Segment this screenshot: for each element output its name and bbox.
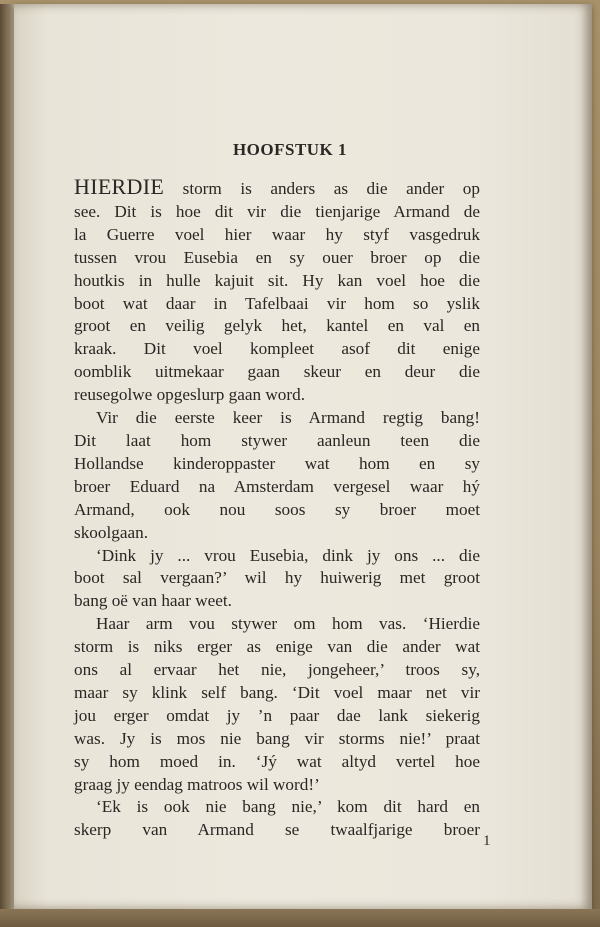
text-line: Haar arm vou stywer om hom vas. ‘Hierdie <box>96 614 480 634</box>
text-line: ons al ervaar het nie, jongeheer,’ troos sy, <box>74 660 480 680</box>
text-line: boot wat daar in Tafelbaai vir hom so yslik <box>74 293 480 313</box>
chapter-heading: HOOFSTUK 1 <box>232 140 348 159</box>
paragraph-2 <box>74 407 480 544</box>
paragraph-4 <box>74 613 480 796</box>
text-line <box>74 176 480 201</box>
paragraph-1 <box>74 176 480 407</box>
text-line: skerp van Armand se twaalfjarige broer <box>74 820 480 840</box>
text-line: was. Jy is mos nie bang vir storms nie!’ praat <box>74 728 480 748</box>
text-line: see. Dit is hoe dit vir die tienjarige Armand de <box>74 201 480 221</box>
text-line: Hollandse kinderoppaster wat hom en sy <box>74 453 480 473</box>
paragraph-5 <box>74 796 480 842</box>
text-line: Armand, ook nou soos sy broer moet <box>74 499 480 519</box>
text-line: reusegolwe opgeslurp gaan word. <box>74 385 306 405</box>
text-line: la Guerre voel hier waar hy styf vasgedruk <box>74 224 480 244</box>
text-line-rest: storm is anders as die ander op <box>164 179 480 198</box>
text-line: houtkis in hulle kajuit sit. Hy kan voel hoe die <box>74 270 480 290</box>
text-line: storm is niks erger as enige van die ander wat <box>74 637 480 657</box>
text-line: kraak. Dit voel kompleet asof dit enige <box>74 339 480 359</box>
page-text <box>74 140 480 842</box>
text-line: skoolgaan. <box>74 522 148 542</box>
background-surface <box>0 909 600 927</box>
page-number: 1 <box>483 833 491 849</box>
text-line: Dit laat hom stywer aanleun teen die <box>74 430 480 450</box>
text-line: graag jy eendag matroos wil word!’ <box>74 774 320 794</box>
text-line: boot sal vergaan?’ wil hy huiwerig met groot <box>74 568 480 588</box>
text-line: oomblik uitmekaar gaan skeur en deur die <box>74 362 480 382</box>
paragraph-3 <box>74 545 480 614</box>
text-line: sy hom moed in. ‘Jý wat altyd vertel hoe <box>74 751 480 771</box>
text-line: ‘Ek is ook nie bang nie,’ kom dit hard en <box>96 797 480 817</box>
text-line: bang oë van haar weet. <box>74 591 232 611</box>
text-line: tussen vrou Eusebia en sy ouer broer op die <box>74 247 480 267</box>
text-line: Vir die eerste keer is Armand regtig bang! <box>96 408 480 428</box>
opening-word: HIERDIE <box>74 174 165 199</box>
text-line: jou erger omdat jy ’n paar dae lank siekerig <box>74 705 480 725</box>
text-line: maar sy klink self bang. ‘Dit voel maar net vir <box>74 682 480 702</box>
text-line: groot en veilig gelyk het, kantel en val en <box>74 316 480 336</box>
text-line: ‘Dink jy ... vrou Eusebia, dink jy ons ... die <box>96 545 480 565</box>
text-line: broer Eduard na Amsterdam vergesel waar hý <box>74 476 480 496</box>
